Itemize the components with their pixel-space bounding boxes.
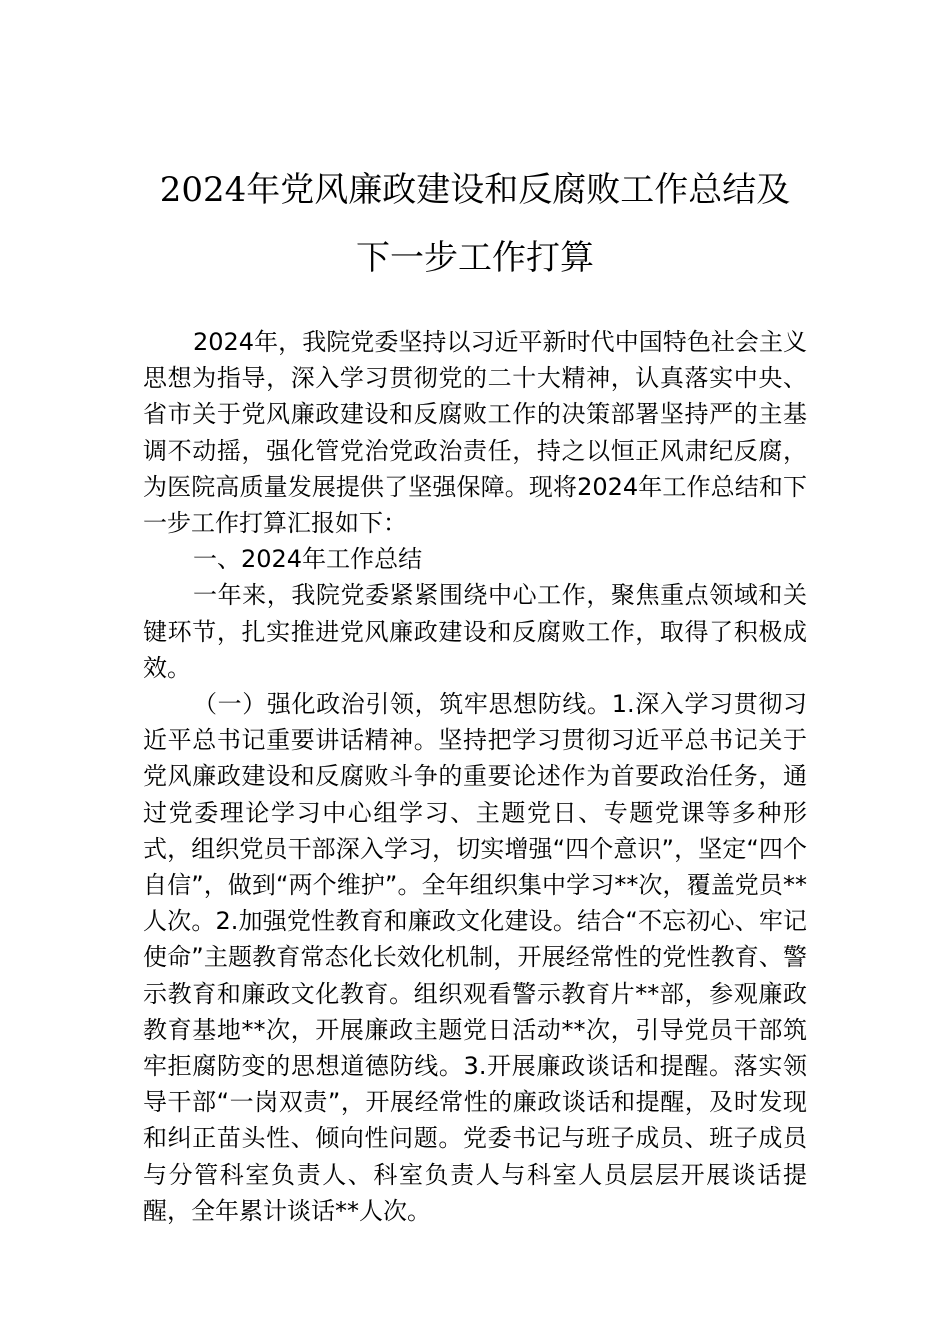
section-heading: 一、2024年工作总结 bbox=[193, 545, 423, 574]
document-title-line-1: 2024年党风廉政建设和反腐败工作总结及 bbox=[159, 170, 791, 210]
document-title-line-2: 下一步工作打算 bbox=[356, 238, 594, 278]
subsection-paragraph: （一）强化政治引领，筑牢思想防线。1.深入学习贯彻习近平总书记重要讲话精神。坚持把学习贯彻习近平总书记关于党风廉政建设和反腐败斗争的重要论述作为首要政治任务，通过党委理论学习中心组学习、主题党日、专题党课等多种形式，组织党员干部深入学习，切实增强“四个意识”，坚定“四个自信”，做到“两个维护”。全年组织集中学习**次，覆盖党员**人次。2.加强党性教育和廉政文化建设。结合“不忘初心、牢记使命”主题教育常态化长效化机制，开展经常性的党性教育、警示教育和廉政文化教育。组织观看警示教育片**部，参观廉政教育基地**次，开展廉政主题党日活动**次，引导党员干部筑牢拒腐防变的思想道德防线。3.开展廉政谈话和提醒。落实领导干部“一岗双责”，开展经常性的廉政谈话和提醒，及时发现和纠正苗头性、倾向性问题。党委书记与班子成员、班子成员与分管科室负责人、科室负责人与科室人员层层开展谈话提醒，全年累计谈话**人次。 bbox=[143, 690, 807, 1225]
document-body bbox=[143, 324, 807, 1229]
summary-paragraph: 一年来，我院党委紧紧围绕中心工作，聚焦重点领域和关键环节，扎实推进党风廉政建设和反腐败工作，取得了积极成效。 bbox=[143, 581, 807, 682]
intro-paragraph: 2024年，我院党委坚持以习近平新时代中国特色社会主义思想为指导，深入学习贯彻党的二十大精神，认真落实中央、省市关于党风廉政建设和反腐败工作的决策部署坚持严的主基调不动摇，强化管党治党政治责任，持之以恒正风肃纪反腐，为医院高质量发展提供了坚强保障。现将2024年工作总结和下一步工作打算汇报如下： bbox=[143, 328, 807, 538]
